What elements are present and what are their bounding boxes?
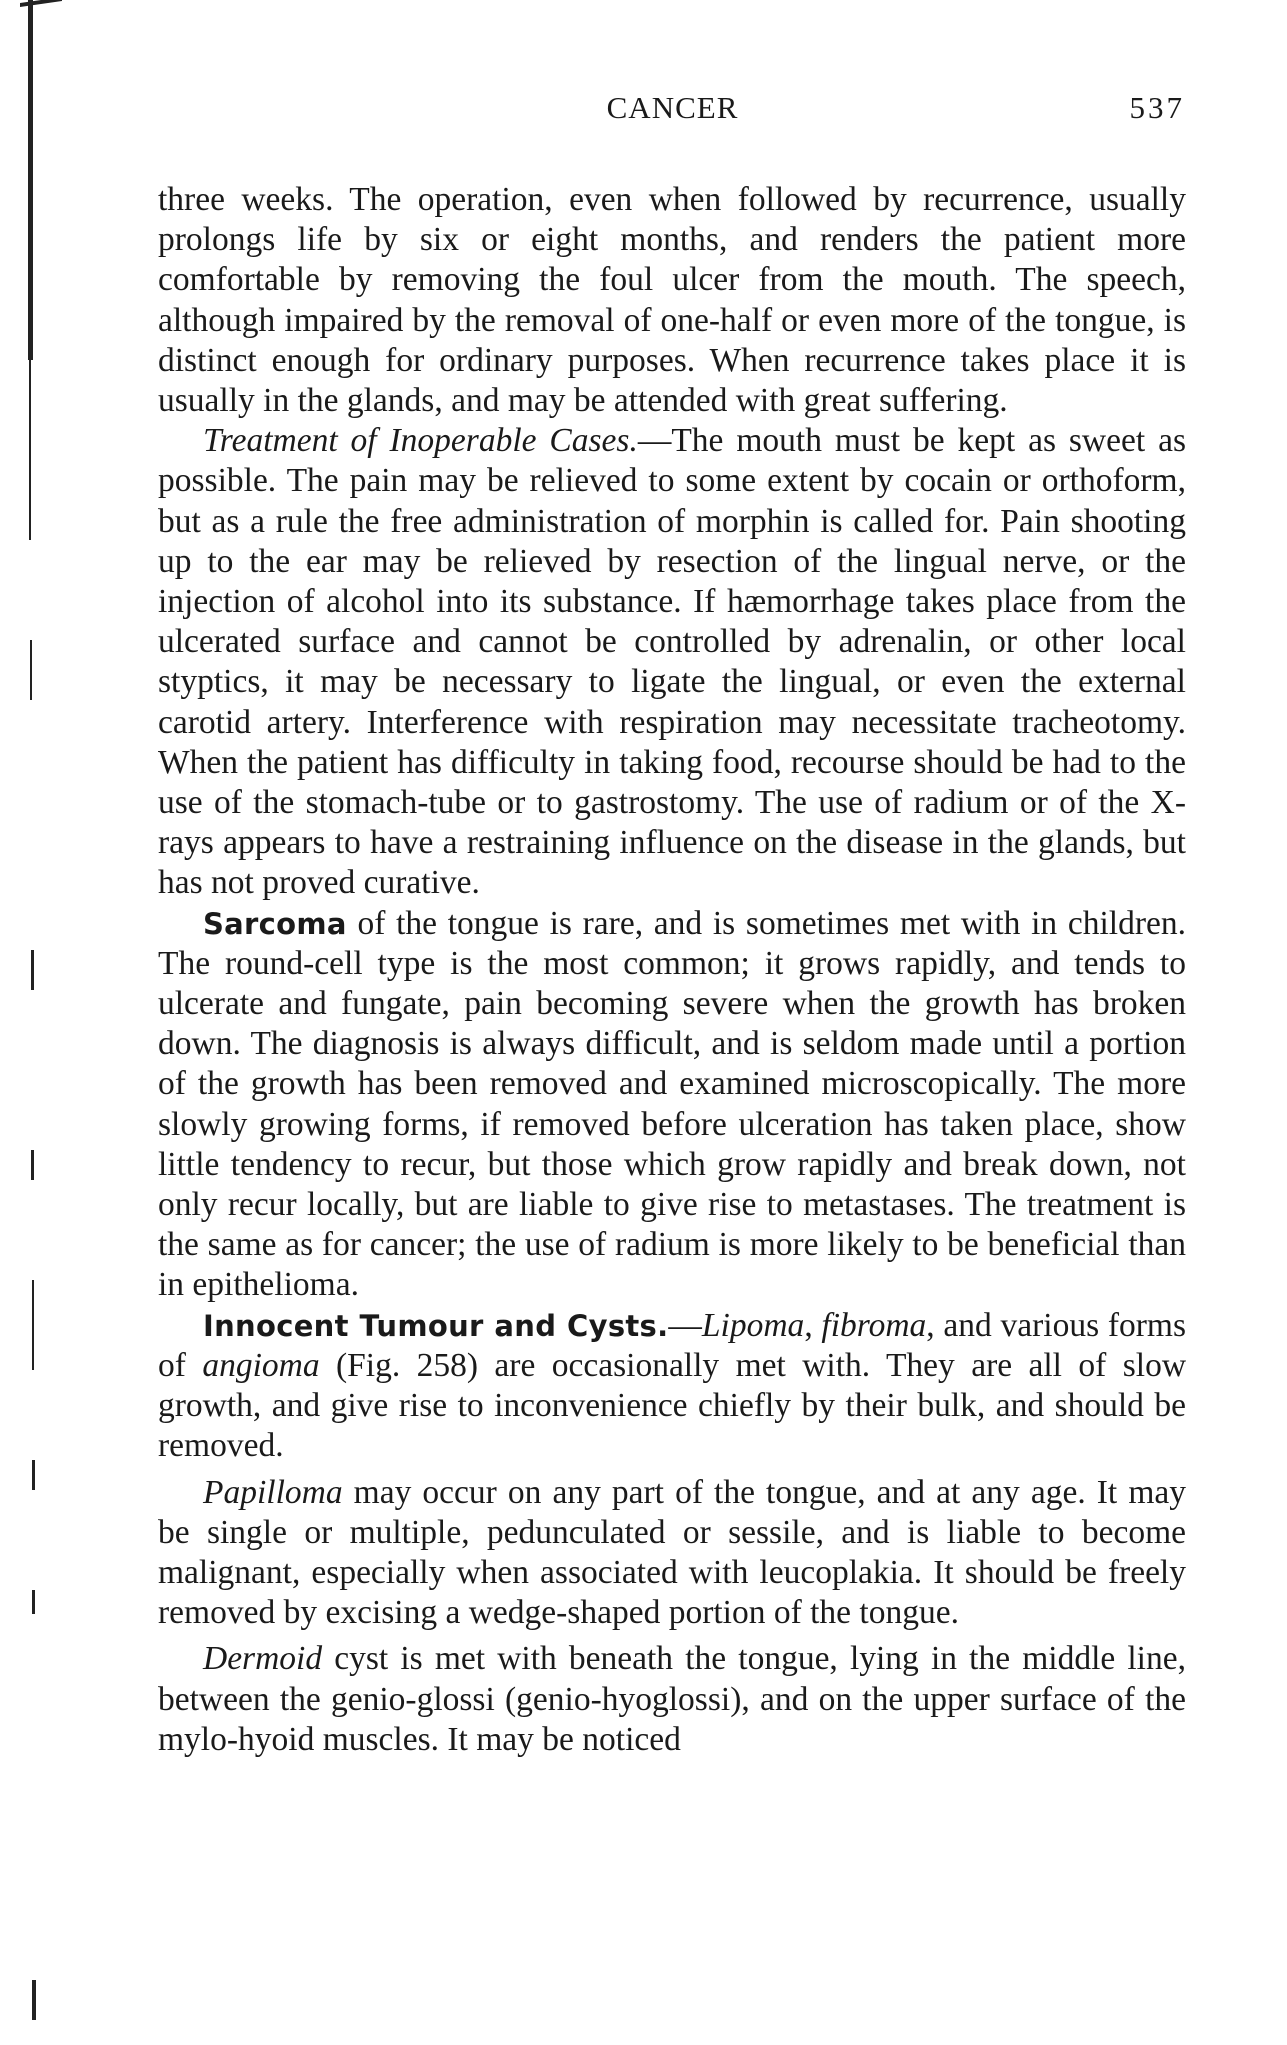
section-heading-inoperable: Treatment of Inoperable Cases. bbox=[203, 422, 638, 460]
section-heading-sarcoma: Sarcoma bbox=[203, 906, 347, 941]
page-header bbox=[160, 90, 1185, 140]
paragraph-sarcoma: Sarcoma of the tongue is rare, and is sometimes met with in children. The round-cell type is the most common; it grows rapidly, and tends to ulcerate and fungate, pain becoming severe when the growth has broken down. The diagnosis is always difficult, and is seldom made until a portion of the growth has been removed and examined microscopically. The more slowly growing forms, if removed before ulceration has taken place, show little tendency to recur, but those which grow rapidly and break down, not only recur locally, but are liable to give rise to metastases. The treatment is the same as for cancer; the use of radium is more likely to be beneficial than in epithelioma. bbox=[158, 904, 1186, 1304]
binding-edge bbox=[20, 0, 42, 2045]
paragraph-innocent-tumour: Innocent Tumour and Cysts.—Lipoma, fibroma, and various forms of angioma (Fig. 258) are occasionally met with. They are all of slow growth, and give rise to inconvenience chiefly by their bulk, and should be removed. bbox=[158, 1306, 1187, 1465]
section-heading-dermoid: Dermoid bbox=[203, 1640, 323, 1678]
running-title: CANCER bbox=[606, 90, 739, 125]
section-heading-papilloma: Papilloma bbox=[203, 1473, 343, 1511]
body-text bbox=[158, 180, 1186, 1760]
page-number: 537 bbox=[1129, 90, 1185, 125]
paragraph-dermoid: Dermoid cyst is met with beneath the tongue, lying in the middle line, between the genio-glossi (genio-hyoglossi), and on the upper surface of the mylo-hyoid muscles. It may be noticed bbox=[158, 1640, 1186, 1758]
section-heading-innocent-tumour: Innocent Tumour and Cysts. bbox=[203, 1308, 669, 1343]
paragraph-papilloma: Papilloma may occur on any part of the tongue, and at any age. It may be single or multiple, pedunculated or sessile, and is liable to become malignant, especially when associated with leucoplakia. It should be freely removed by excising a wedge-shaped portion of the tongue. bbox=[158, 1473, 1186, 1632]
paragraph-inoperable-treatment: Treatment of Inoperable Cases.—The mouth must be kept as sweet as possible. The pain may be relieved to some extent by cocain or orthoform, but as a rule the free administration of morphin is called for. Pain shooting up to the ear may be relieved by resection of the lingual nerve, or the injection of alcohol into its substance. If hæmorrhage takes place from the ulcerated surface and cannot be controlled by adrenalin, or other local styptics, it may be necessary to ligate the lingual, or even the external carotid artery. Interference with respiration may necessitate tracheotomy. When the patient has difficulty in taking food, recourse should be had to the use of the stomach-tube or to gastrostomy. The use of radium or of the X-rays appears to have a restraining influence on the disease in the glands, but has not proved curative. bbox=[158, 422, 1186, 902]
paragraph-continuation: three weeks. The operation, even when followed by recurrence, usually prolongs life by six or eight months, and renders the patient more comfortable by removing the foul ulcer from the mouth. The speech, although impaired by the removal of one-half or even more of the tongue, is distinct enough for ordinary purposes. When recurrence takes place it is usually in the glands, and may be attended with great suffering. bbox=[158, 181, 1186, 420]
